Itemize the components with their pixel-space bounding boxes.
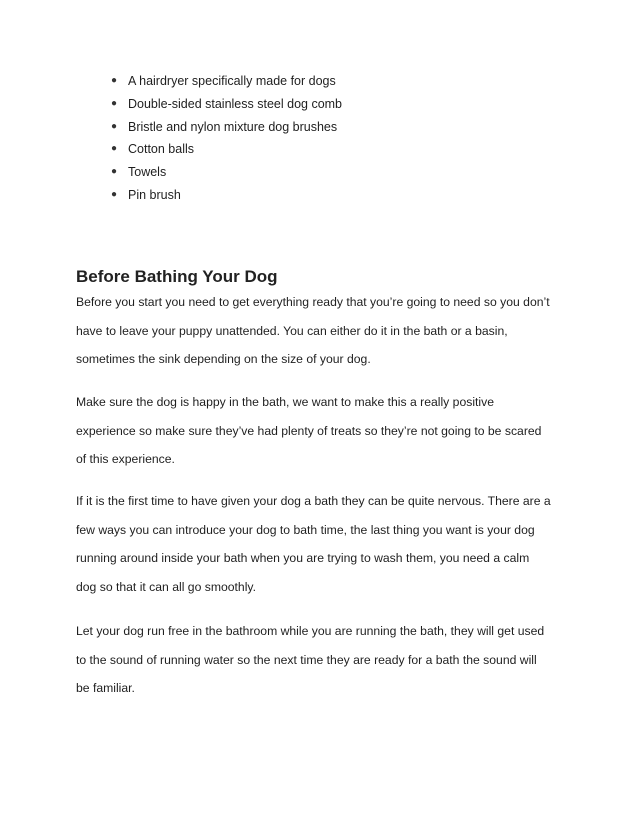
- bullet-dot-icon: ●: [111, 97, 118, 109]
- paragraph-line: dog so that it can all go smoothly.: [76, 579, 256, 594]
- paragraph-line: sometimes the sink depending on the size of your dog.: [76, 352, 371, 366]
- list-item-text: A hairdryer specifically made for dogs: [128, 74, 336, 88]
- paragraph-first-bath: [76, 487, 576, 601]
- paragraph-line: of this experience.: [76, 452, 175, 466]
- paragraph-line: few ways you can introduce your dog to bath time, the last thing you want is your dog: [76, 522, 535, 537]
- paragraph-preparation: [76, 288, 576, 374]
- paragraph-line: running around inside your bath when you are trying to wash them, you need a calm: [76, 551, 530, 565]
- paragraph-line: Before you start you need to get everything ready that you’re going to need so you don’t: [76, 295, 550, 309]
- list-item-text: Double-sided stainless steel dog comb: [128, 96, 343, 111]
- paragraph-line: to the sound of running water so the next time they are ready for a bath the sound will: [76, 652, 537, 667]
- bullet-dot-icon: ●: [111, 143, 118, 155]
- paragraph-bathroom: [76, 617, 576, 703]
- section-heading: Before Bathing Your Dog: [76, 267, 278, 286]
- paragraph-line: experience so make sure they’ve had plenty of treats so they’re not going to be scared: [76, 423, 542, 438]
- list-item-text: Bristle and nylon mixture dog brushes: [128, 119, 338, 134]
- bullet-dot-icon: ●: [111, 166, 118, 178]
- paragraph-line: Let your dog run free in the bathroom while you are running the bath, they will get used: [76, 624, 545, 638]
- paragraph-line: have to leave your puppy unattended. You can either do it in the bath or a basin,: [76, 323, 508, 338]
- list-item-text: Pin brush: [128, 187, 181, 202]
- paragraph-happy-dog: [76, 388, 576, 474]
- bullet-dot-icon: ●: [111, 75, 118, 86]
- paragraph-line: be familiar.: [76, 681, 135, 695]
- bullet-dot-icon: ●: [111, 188, 118, 200]
- list-item-text: Towels: [128, 165, 167, 180]
- paragraph-line: If it is the first time to have given your dog a bath they can be quite nervous. There are a: [76, 494, 551, 508]
- list-item-text: Cotton balls: [128, 142, 195, 157]
- paragraph-line: Make sure the dog is happy in the bath, we want to make this a really positive: [76, 395, 494, 409]
- bullet-dot-icon: ●: [111, 120, 118, 132]
